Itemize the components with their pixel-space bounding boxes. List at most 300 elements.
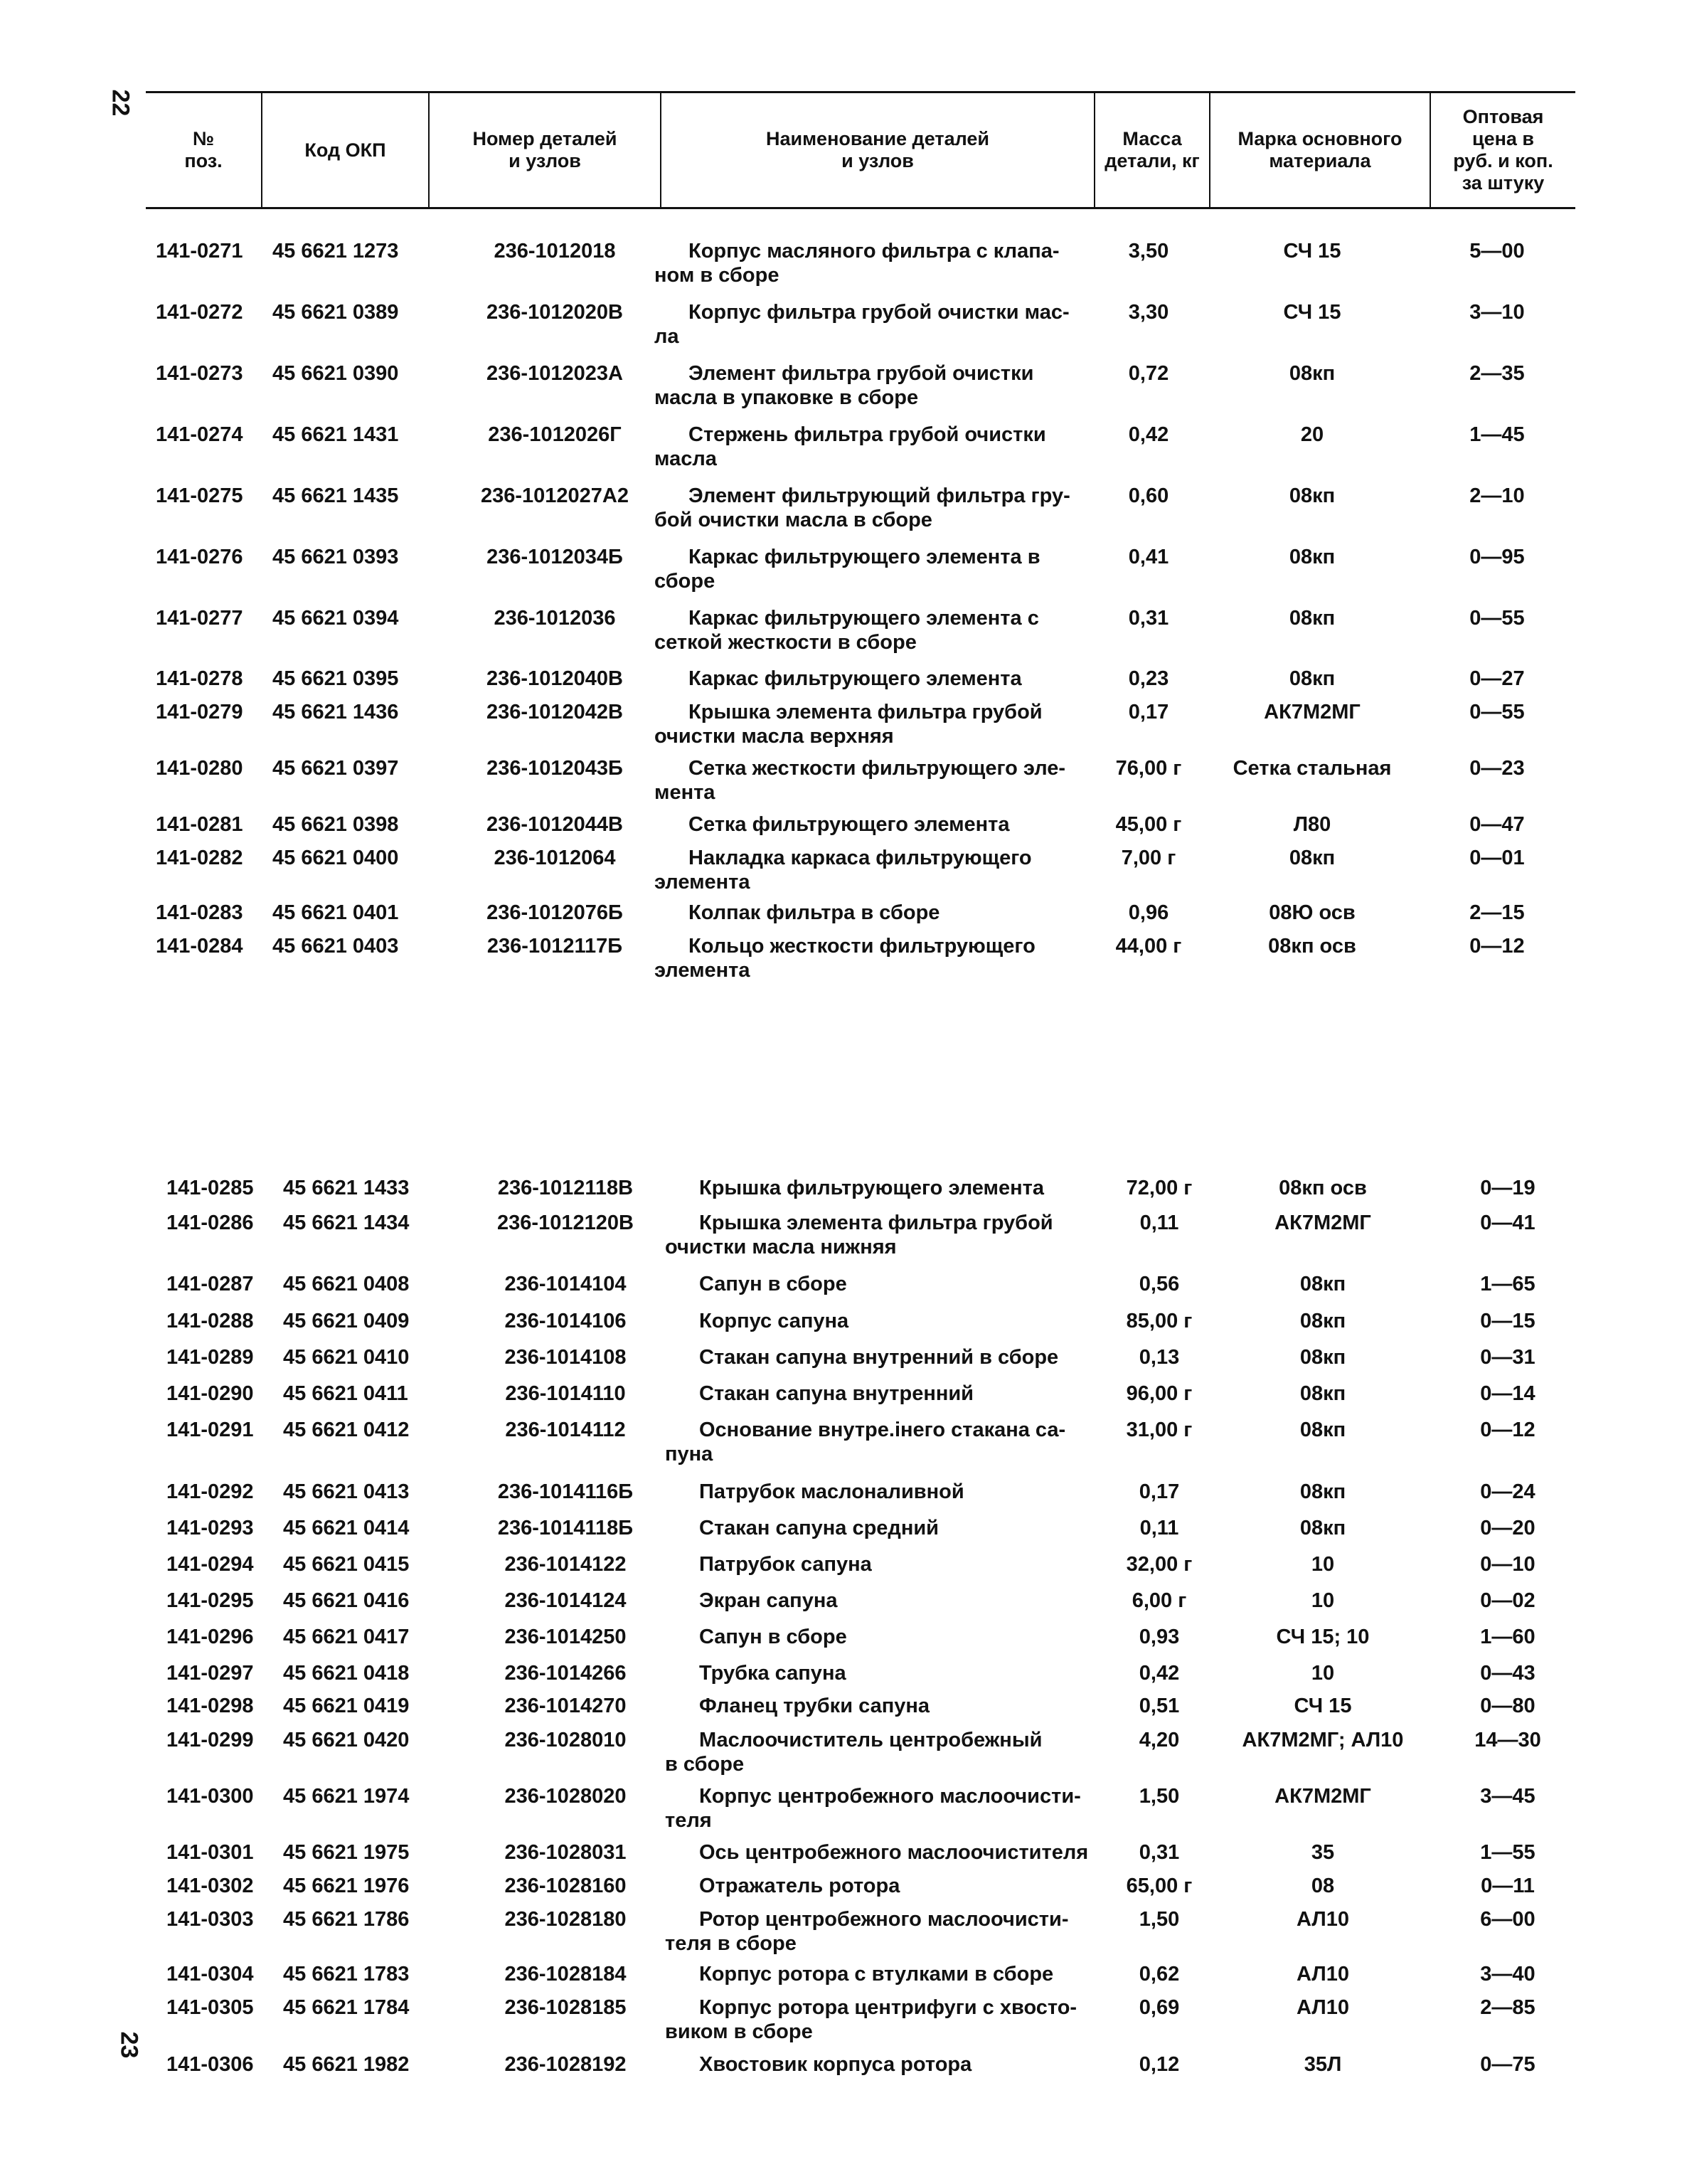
- row-part-number: 236-1012036: [494, 607, 616, 630]
- row-material: 08кп: [1299, 1346, 1346, 1369]
- row-material: 08кп: [1299, 1273, 1346, 1295]
- row-mass: 3,30: [1128, 301, 1169, 324]
- row-price: 0—47: [1469, 813, 1525, 836]
- row-okp-code: 45 6621 1431: [272, 423, 399, 446]
- row-price: 0—02: [1480, 1589, 1535, 1612]
- row-name-line1: Каркас фильтрующего элемента с: [688, 607, 1039, 630]
- row-part-number: 236-1028192: [504, 2053, 627, 2076]
- row-name-line2: мента: [654, 781, 715, 804]
- row-name: [665, 1625, 1106, 1649]
- row-material: 08: [1311, 1875, 1335, 1897]
- row-name-line1: Корпус масляного фильтра с клапа-: [688, 240, 1060, 263]
- row-position: 141-0283: [156, 901, 243, 924]
- row-part-number: 236-1012120В: [497, 1212, 634, 1234]
- row-name-line1: Патрубок сапуна: [699, 1553, 872, 1576]
- row-name: [654, 423, 1095, 471]
- row-price: 0—15: [1480, 1310, 1535, 1332]
- row-material: Сетка стальная: [1233, 757, 1392, 780]
- row-name-line1: Патрубок маслоналивной: [699, 1480, 964, 1503]
- row-name-line2: пуна: [665, 1443, 713, 1465]
- row-name-line1: Корпус центробежного маслоочисти-: [699, 1785, 1081, 1808]
- row-name-line2: очистки масла верхняя: [654, 725, 894, 748]
- row-name-line1: Крышка элемента фильтра грубой: [699, 1212, 1053, 1234]
- row-name-line1: Стакан сапуна внутренний: [699, 1382, 974, 1405]
- row-name: [665, 1784, 1106, 1833]
- row-okp-code: 45 6621 0394: [272, 607, 399, 630]
- row-name-line2: бой очистки масла в сборе: [654, 509, 932, 531]
- row-position: 141-0278: [156, 667, 243, 690]
- row-price: 0—12: [1469, 935, 1525, 958]
- row-name: [665, 1552, 1106, 1576]
- row-position: 141-0285: [166, 1177, 254, 1199]
- row-okp-code: 45 6621 1273: [272, 240, 399, 263]
- row-name: [665, 1907, 1106, 1956]
- row-okp-code: 45 6621 0416: [283, 1589, 410, 1612]
- row-mass: 0,56: [1139, 1273, 1180, 1295]
- row-mass: 0,23: [1128, 667, 1169, 690]
- row-mass: 0,72: [1128, 362, 1169, 385]
- row-part-number: 236-1012020В: [486, 301, 623, 324]
- row-material: АЛ10: [1297, 1996, 1349, 2019]
- row-price: 0—01: [1469, 847, 1525, 869]
- row-name-line1: Крышка фильтрующего элемента: [699, 1177, 1044, 1199]
- row-name-line1: Элемент фильтра грубой очистки: [688, 362, 1034, 385]
- row-material: 08кп: [1289, 362, 1336, 385]
- row-material: 08кп: [1289, 546, 1336, 568]
- row-position: 141-0302: [166, 1875, 254, 1897]
- row-name-line2: элемента: [654, 871, 750, 894]
- row-name-line1: Каркас фильтрующего элемента в: [688, 546, 1040, 568]
- row-name-line2: виком в сборе: [665, 2020, 813, 2043]
- row-okp-code: 45 6621 0410: [283, 1346, 410, 1369]
- row-mass: 0,62: [1139, 1963, 1180, 1986]
- row-name: [654, 846, 1095, 894]
- row-position: 141-0298: [166, 1695, 254, 1717]
- row-position: 141-0296: [166, 1626, 254, 1648]
- row-price: 3—10: [1469, 301, 1525, 324]
- row-position: 141-0276: [156, 546, 243, 568]
- row-mass: 76,00 г: [1115, 757, 1182, 780]
- header-mass: Масса детали, кг: [1094, 93, 1209, 207]
- row-position: 141-0301: [166, 1841, 254, 1864]
- row-material: 20: [1300, 423, 1324, 446]
- row-okp-code: 45 6621 0418: [283, 1662, 410, 1685]
- row-mass: 0,42: [1139, 1662, 1180, 1685]
- row-okp-code: 45 6621 0411: [283, 1382, 408, 1405]
- row-okp-code: 45 6621 0390: [272, 362, 399, 385]
- row-position: 141-0272: [156, 301, 243, 324]
- row-part-number: 236-1014124: [504, 1589, 627, 1612]
- row-name-line1: Корпус ротора центрифуги с хвосто-: [699, 1996, 1077, 2019]
- row-position: 141-0299: [166, 1729, 254, 1751]
- row-mass: 0,42: [1128, 423, 1169, 446]
- row-part-number: 236-1014116Б: [497, 1480, 634, 1503]
- row-price: 0—41: [1480, 1212, 1535, 1234]
- row-price: 0—24: [1480, 1480, 1535, 1503]
- table-header: [146, 91, 1575, 209]
- row-okp-code: 45 6621 0409: [283, 1310, 410, 1332]
- header-price: Оптовая цена в руб. и коп. за штуку: [1430, 93, 1575, 207]
- row-part-number: 236-1028180: [504, 1908, 627, 1931]
- row-okp-code: 45 6621 0414: [283, 1517, 410, 1539]
- row-name: [654, 901, 1095, 925]
- row-material: СЧ 15: [1294, 1695, 1352, 1717]
- row-position: 141-0303: [166, 1908, 254, 1931]
- row-position: 141-0282: [156, 847, 243, 869]
- row-mass: 32,00 г: [1126, 1553, 1193, 1576]
- row-part-number: 236-1012040В: [486, 667, 623, 690]
- row-position: 141-0286: [166, 1212, 254, 1234]
- row-part-number: 236-1014266: [504, 1662, 627, 1685]
- row-price: 1—65: [1480, 1273, 1535, 1295]
- row-material: 10: [1311, 1589, 1335, 1612]
- row-price: 2—15: [1469, 901, 1525, 924]
- header-name: Наименование деталей и узлов: [660, 93, 1094, 207]
- row-price: 1—45: [1469, 423, 1525, 446]
- row-price: 0—75: [1480, 2053, 1535, 2076]
- row-material: 08кп: [1299, 1480, 1346, 1503]
- row-part-number: 236-1014270: [504, 1695, 627, 1717]
- row-okp-code: 45 6621 0403: [272, 935, 399, 958]
- row-name: [665, 1211, 1106, 1259]
- row-mass: 0,12: [1139, 2053, 1180, 2076]
- row-position: 141-0284: [156, 935, 243, 958]
- row-okp-code: 45 6621 1433: [283, 1177, 410, 1199]
- row-mass: 1,50: [1139, 1785, 1180, 1808]
- row-name-line1: Каркас фильтрующего элемента: [688, 667, 1022, 690]
- row-name: [665, 1309, 1106, 1333]
- row-okp-code: 45 6621 1436: [272, 701, 399, 723]
- row-part-number: 236-1012023А: [486, 362, 623, 385]
- row-position: 141-0279: [156, 701, 243, 723]
- row-material: 10: [1311, 1662, 1335, 1685]
- row-position: 141-0291: [166, 1419, 254, 1441]
- row-material: 08кп: [1289, 847, 1336, 869]
- row-position: 141-0274: [156, 423, 243, 446]
- row-mass: 96,00 г: [1126, 1382, 1193, 1405]
- row-position: 141-0281: [156, 813, 243, 836]
- row-material: АЛ10: [1297, 1908, 1349, 1931]
- row-position: 141-0293: [166, 1517, 254, 1539]
- row-mass: 0,11: [1139, 1212, 1179, 1234]
- row-name: [665, 1661, 1106, 1685]
- page-number-bottom: 23: [115, 2031, 143, 2059]
- row-name-line1: Экран сапуна: [699, 1589, 838, 1612]
- row-name-line1: Корпус сапуна: [699, 1310, 849, 1332]
- row-name: [654, 934, 1095, 982]
- row-name-line1: Ротор центробежного маслоочисти-: [699, 1908, 1069, 1931]
- row-name: [665, 1962, 1106, 1986]
- row-name: [665, 1418, 1106, 1466]
- row-mass: 3,50: [1128, 240, 1169, 263]
- row-name: [654, 667, 1095, 691]
- row-name: [665, 1840, 1106, 1865]
- row-name: [654, 484, 1095, 532]
- row-mass: 72,00 г: [1126, 1177, 1193, 1199]
- row-price: 0—19: [1480, 1177, 1535, 1199]
- row-name-line2: в сборе: [665, 1753, 745, 1776]
- row-name-line1: Основание внутре.інего стакана са-: [699, 1419, 1066, 1441]
- row-part-number: 236-1012118В: [497, 1177, 634, 1199]
- row-price: 2—35: [1469, 362, 1525, 385]
- row-material: 08кп: [1289, 607, 1336, 630]
- row-mass: 0,41: [1128, 546, 1169, 568]
- row-okp-code: 45 6621 0408: [283, 1273, 410, 1295]
- row-price: 2—10: [1469, 484, 1525, 507]
- row-position: 141-0292: [166, 1480, 254, 1503]
- row-name-line2: теля в сборе: [665, 1932, 797, 1955]
- row-part-number: 236-1012043Б: [486, 757, 623, 780]
- row-part-number: 236-1014122: [504, 1553, 627, 1576]
- row-name: [654, 812, 1095, 837]
- row-material: 35Л: [1304, 2053, 1342, 2076]
- row-position: 141-0289: [166, 1346, 254, 1369]
- row-name: [654, 756, 1095, 805]
- row-material: Л80: [1293, 813, 1331, 836]
- row-position: 141-0306: [166, 2053, 254, 2076]
- row-name: [665, 1589, 1106, 1613]
- row-mass: 45,00 г: [1115, 813, 1182, 836]
- row-okp-code: 45 6621 1975: [283, 1841, 410, 1864]
- row-name: [654, 300, 1095, 349]
- row-position: 141-0277: [156, 607, 243, 630]
- row-okp-code: 45 6621 1982: [283, 2053, 410, 2076]
- row-name-line1: Колпак фильтра в сборе: [688, 901, 940, 924]
- row-price: 0—95: [1469, 546, 1525, 568]
- row-okp-code: 45 6621 0412: [283, 1419, 410, 1441]
- row-name-line2: ном в сборе: [654, 264, 779, 287]
- row-part-number: 236-1012034Б: [486, 546, 623, 568]
- row-name-line2: сеткой жесткости в сборе: [654, 631, 917, 654]
- row-price: 0—10: [1480, 1553, 1535, 1576]
- row-name-line1: Стакан сапуна средний: [699, 1517, 939, 1539]
- row-material: 08Ю осв: [1269, 901, 1356, 924]
- row-part-number: 236-1014250: [504, 1626, 627, 1648]
- row-position: 141-0295: [166, 1589, 254, 1612]
- row-part-number: 236-1012018: [494, 240, 616, 263]
- row-part-number: 236-1028184: [504, 1963, 627, 1986]
- row-price: 0—27: [1469, 667, 1525, 690]
- row-part-number: 236-1014108: [504, 1346, 627, 1369]
- row-name-line1: Сетка фильтрующего элемента: [688, 813, 1010, 836]
- row-name-line1: Элемент фильтрующий фильтра гру-: [688, 484, 1070, 507]
- row-name: [654, 606, 1095, 654]
- row-name-line1: Сетка жесткости фильтрующего эле-: [688, 757, 1066, 780]
- row-material: АК7М2МГ: [1274, 1212, 1371, 1234]
- row-part-number: 236-1014112: [505, 1419, 626, 1441]
- row-okp-code: 45 6621 1435: [272, 484, 399, 507]
- row-mass: 44,00 г: [1115, 935, 1182, 958]
- row-price: 1—60: [1480, 1626, 1535, 1648]
- row-name-line1: Корпус ротора с втулками в сборе: [699, 1963, 1054, 1986]
- row-okp-code: 45 6621 0417: [283, 1626, 410, 1648]
- row-name-line2: очистки масла нижняя: [665, 1236, 897, 1258]
- row-name-line1: Крышка элемента фильтра грубой: [688, 701, 1043, 723]
- row-part-number: 236-1012117Б: [486, 935, 623, 958]
- row-name: [665, 1272, 1106, 1296]
- row-position: 141-0287: [166, 1273, 254, 1295]
- row-okp-code: 45 6621 0398: [272, 813, 399, 836]
- row-material: СЧ 15; 10: [1276, 1626, 1370, 1648]
- row-mass: 31,00 г: [1126, 1419, 1193, 1441]
- row-okp-code: 45 6621 0395: [272, 667, 399, 690]
- row-material: 08кп осв: [1268, 935, 1356, 958]
- row-okp-code: 45 6621 0397: [272, 757, 399, 780]
- row-price: 0—23: [1469, 757, 1525, 780]
- row-price: 6—00: [1480, 1908, 1535, 1931]
- row-material: АК7М2МГ: [1264, 701, 1361, 723]
- row-name-line1: Стакан сапуна внутренний в сборе: [699, 1346, 1059, 1369]
- row-price: 0—31: [1480, 1346, 1535, 1369]
- row-okp-code: 45 6621 0400: [272, 847, 399, 869]
- row-name: [654, 361, 1095, 410]
- row-part-number: 236-1012026Г: [488, 423, 622, 446]
- row-material: СЧ 15: [1283, 301, 1341, 324]
- row-price: 0—14: [1480, 1382, 1535, 1405]
- row-position: 141-0304: [166, 1963, 254, 1986]
- row-name: [654, 700, 1095, 748]
- row-position: 141-0290: [166, 1382, 254, 1405]
- row-mass: 0,17: [1139, 1480, 1180, 1503]
- row-material: 08кп: [1299, 1382, 1346, 1405]
- row-name: [665, 1516, 1106, 1540]
- row-part-number: 236-1012027А2: [480, 484, 629, 507]
- row-name: [665, 1694, 1106, 1718]
- row-okp-code: 45 6621 0393: [272, 546, 399, 568]
- row-mass: 0,31: [1128, 607, 1169, 630]
- row-name: [665, 1995, 1106, 2044]
- row-material: 08кп: [1299, 1517, 1346, 1539]
- page-number-top: 22: [107, 89, 134, 117]
- row-price: 3—45: [1480, 1785, 1535, 1808]
- row-material: 08кп: [1289, 667, 1336, 690]
- row-price: 3—40: [1480, 1963, 1535, 1986]
- header-number: Номер деталей и узлов: [428, 93, 660, 207]
- row-okp-code: 45 6621 1976: [283, 1875, 410, 1897]
- row-position: 141-0294: [166, 1553, 254, 1576]
- row-okp-code: 45 6621 1783: [283, 1963, 410, 1986]
- row-price: 0—55: [1469, 701, 1525, 723]
- row-position: 141-0305: [166, 1996, 254, 2019]
- row-name: [665, 1874, 1106, 1898]
- row-name-line2: сборе: [654, 570, 715, 593]
- row-name-line1: Накладка каркаса фильтрующего: [688, 847, 1032, 869]
- row-mass: 0,93: [1139, 1626, 1180, 1648]
- row-position: 141-0288: [166, 1310, 254, 1332]
- row-name-line1: Фланец трубки сапуна: [699, 1695, 930, 1717]
- row-mass: 0,60: [1128, 484, 1169, 507]
- row-position: 141-0273: [156, 362, 243, 385]
- row-price: 5—00: [1469, 240, 1525, 263]
- row-name-line2: масла: [654, 447, 717, 470]
- row-okp-code: 45 6621 1974: [283, 1785, 410, 1808]
- row-name-line2: теля: [665, 1809, 712, 1832]
- row-okp-code: 45 6621 0401: [272, 901, 399, 924]
- row-part-number: 236-1012042В: [486, 701, 623, 723]
- row-okp-code: 45 6621 0413: [283, 1480, 410, 1503]
- row-part-number: 236-1014118Б: [497, 1517, 634, 1539]
- row-part-number: 236-1028160: [504, 1875, 627, 1897]
- row-position: 141-0280: [156, 757, 243, 780]
- row-part-number: 236-1014104: [504, 1273, 627, 1295]
- row-price: 0—20: [1480, 1517, 1535, 1539]
- row-name-line1: Сапун в сборе: [699, 1626, 847, 1648]
- row-price: 0—43: [1480, 1662, 1535, 1685]
- row-mass: 6,00 г: [1132, 1589, 1187, 1612]
- row-name-line2: масла в упаковке в сборе: [654, 386, 919, 409]
- row-position: 141-0297: [166, 1662, 254, 1685]
- row-okp-code: 45 6621 0415: [283, 1553, 410, 1576]
- row-okp-code: 45 6621 1784: [283, 1996, 410, 2019]
- row-part-number: 236-1012064: [494, 847, 616, 869]
- row-name: [665, 1176, 1106, 1200]
- row-material: АЛ10: [1297, 1963, 1349, 1986]
- row-material: СЧ 15: [1283, 240, 1341, 263]
- row-mass: 85,00 г: [1126, 1310, 1193, 1332]
- row-position: 141-0271: [156, 240, 243, 263]
- row-name-line2: элемента: [654, 959, 750, 982]
- row-mass: 0,51: [1139, 1695, 1180, 1717]
- row-part-number: 236-1012076Б: [486, 901, 623, 924]
- row-price: 14—30: [1474, 1729, 1541, 1751]
- row-mass: 4,20: [1139, 1729, 1180, 1751]
- row-material: 08кп: [1299, 1419, 1346, 1441]
- row-name-line1: Сапун в сборе: [699, 1273, 847, 1295]
- row-name-line2: ла: [654, 325, 679, 348]
- row-name: [654, 545, 1095, 593]
- row-position: 141-0300: [166, 1785, 254, 1808]
- row-part-number: 236-1012044В: [486, 813, 623, 836]
- row-material: АК7М2МГ: [1274, 1785, 1371, 1808]
- row-position: 141-0275: [156, 484, 243, 507]
- row-name: [665, 1480, 1106, 1504]
- row-material: АК7М2МГ; АЛ10: [1242, 1729, 1404, 1751]
- row-price: 0—80: [1480, 1695, 1535, 1717]
- row-price: 0—11: [1481, 1875, 1535, 1897]
- row-mass: 0,96: [1128, 901, 1169, 924]
- row-price: 1—55: [1480, 1841, 1535, 1864]
- header-material: Марка основного материала: [1209, 93, 1430, 207]
- row-okp-code: 45 6621 0419: [283, 1695, 410, 1717]
- row-material: 08кп осв: [1279, 1177, 1367, 1199]
- row-mass: 1,50: [1139, 1908, 1180, 1931]
- header-pos: № поз.: [184, 128, 223, 171]
- row-material: 10: [1311, 1553, 1335, 1576]
- row-mass: 0,11: [1139, 1517, 1179, 1539]
- row-name-line1: Маслоочиститель центробежный: [699, 1729, 1043, 1751]
- row-name-line1: Кольцо жесткости фильтрующего: [688, 935, 1036, 958]
- row-name-line1: Трубка сапуна: [699, 1662, 846, 1685]
- row-part-number: 236-1028185: [504, 1996, 627, 2019]
- row-material: 35: [1311, 1841, 1335, 1864]
- row-name-line1: Корпус фильтра грубой очистки мас-: [688, 301, 1070, 324]
- row-mass: 65,00 г: [1126, 1875, 1193, 1897]
- row-mass: 0,31: [1139, 1841, 1180, 1864]
- row-name-line1: Хвостовик корпуса ротора: [699, 2053, 972, 2076]
- row-name: [654, 239, 1095, 287]
- row-part-number: 236-1028031: [504, 1841, 627, 1864]
- row-name-line1: Ось центробежного маслоочистителя: [699, 1841, 1089, 1864]
- row-okp-code: 45 6621 0420: [283, 1729, 410, 1751]
- row-part-number: 236-1028010: [504, 1729, 627, 1751]
- row-material: 08кп: [1289, 484, 1336, 507]
- row-price: 0—55: [1469, 607, 1525, 630]
- row-name: [665, 1728, 1106, 1776]
- row-name-line1: Стержень фильтра грубой очистки: [688, 423, 1046, 446]
- row-part-number: 236-1014110: [505, 1382, 626, 1405]
- row-price: 2—85: [1480, 1996, 1535, 2019]
- row-name: [665, 1382, 1106, 1406]
